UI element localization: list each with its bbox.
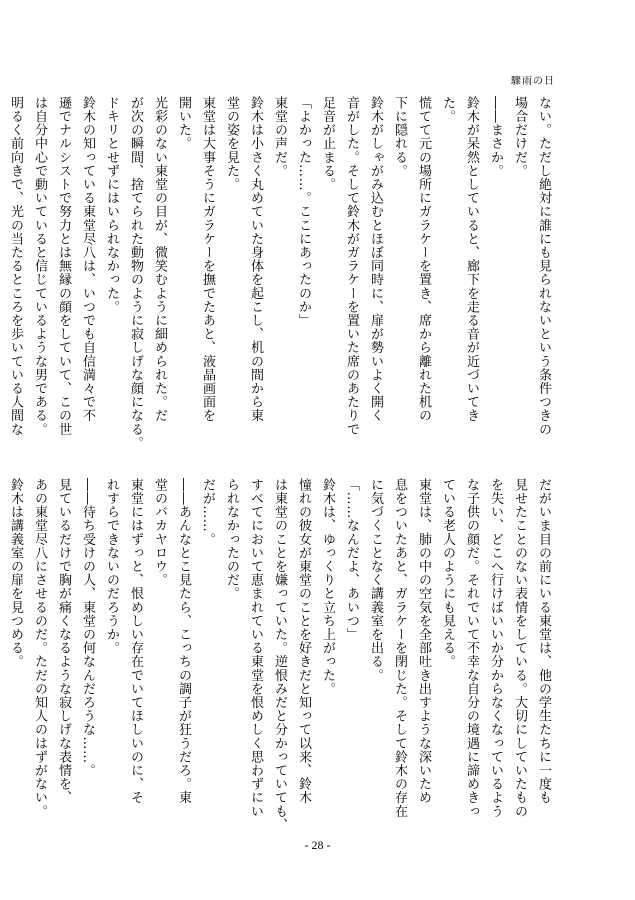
text-line: 場合だけだ。: [512, 96, 527, 178]
text-line: 息をついたあと、ガラケーを閉じた。そして鈴木の存在: [392, 478, 407, 818]
text-line: 鈴木は小さく丸めていた身体を起こし、机の間から東: [248, 96, 263, 423]
text-line: だがいま目の前にいる東堂は、他の学生たちに一度も: [536, 478, 551, 805]
text-line: 鈴木の知っている東堂尽八は、いつでも自信満々で不: [80, 96, 95, 423]
text-line: に気づくことなく講義室を出る。: [368, 478, 383, 682]
text-line: ない。ただし絶対に誰にも見られないという条件つきの: [536, 96, 551, 436]
text-line: ――まさか。: [488, 96, 503, 178]
text-line: 遜でナルシストで努力とは無縁の顔をしていて、この世: [56, 96, 71, 436]
text-line: れすらできないのだろうか。: [104, 478, 119, 655]
page-number: - 28 -: [304, 838, 331, 852]
text-line: 足音が止まる。: [320, 96, 335, 192]
text-block-top: [8, 96, 555, 454]
text-line: 堂のバカヤロウ。: [152, 478, 167, 587]
text-line: 明るく前向きで、光の当たるところを歩いている人間な: [8, 96, 23, 436]
text-line: は自分中心で動いていると信じているような男である。: [32, 96, 47, 436]
text-line: だが……。: [200, 478, 215, 546]
text-line: 鈴木がしゃがみ込むとほぼ同時に、扉が勢いよく開く: [368, 96, 383, 423]
text-line: 見せたことのない表情をしている。大切にしていたもの: [512, 478, 527, 818]
text-line: 鈴木は、ゆっくりと立ち上がった。: [320, 478, 335, 696]
text-line: 東堂は大事そうにガラケーを撫でたあと、液晶画面を: [200, 96, 215, 423]
text-line: 光彩のない東堂の目が、微笑むように細められた。だ: [152, 96, 167, 423]
text-line: 鈴木は講義室の扉を見つめる。: [8, 478, 23, 669]
running-head: 驟雨の日: [511, 76, 555, 87]
text-line: た。: [440, 96, 455, 124]
text-line: 慌てて元の場所にガラケーを置き、席から離れた机の: [416, 96, 431, 423]
text-line: ドキリとせずにはいられなかった。: [104, 96, 119, 314]
text-line: ている老人のようにも見える。: [440, 478, 455, 669]
text-line: ――あんなとこ見たら、こっちの調子が狂うだろ。東: [176, 478, 191, 805]
text-line: は東堂のことを嫌っていた。逆恨みだと分かっていても、: [272, 478, 287, 832]
text-line: を失い、どこへ行けばいいか分からなくなっているよう: [488, 478, 503, 818]
text-line: 下に隠れる。: [392, 96, 407, 178]
text-line: 憧れの彼女が東堂のことを好きだと知って以来、鈴木: [296, 478, 311, 805]
text-line: すべてにおいて恵まれている東堂を恨めしく思わずにい: [248, 478, 263, 818]
text-block-bottom: [8, 478, 555, 836]
text-line: あの東堂尽八にさせるのだ。ただの知人のはずがない。: [32, 478, 47, 818]
text-line: られなかったのだ。: [224, 478, 239, 601]
text-line: [0, 478, 3, 836]
text-line: 見ているだけで胸が痛くなるような寂しげな表情を、: [56, 478, 71, 805]
text-line: が次の瞬間、捨てられた動物のように寂しげな顔になる。: [128, 96, 143, 450]
text-line: 音がした。そして鈴木がガラケーを置いた席のあたりで: [344, 96, 359, 436]
text-line: 開いた。: [176, 96, 191, 151]
text-line: 「……なんだよ、あいつ」: [344, 478, 359, 642]
text-line: 東堂は、肺の中の空気を全部吐き出すような深いため: [416, 478, 431, 805]
text-line: 「よかった……。ここにあったのか」: [296, 96, 311, 328]
text-line: な子供の顔だ。それでいて不幸な自分の境遇に諦めきっ: [464, 478, 479, 818]
text-line: 堂の姿を見た。: [224, 96, 239, 192]
text-line: 鈴木が呆然としていると、廊下を走る音が近づいてき: [464, 96, 479, 423]
text-line: ――待ち受けの人、東堂の何なんだろうな……。: [80, 478, 95, 778]
text-line: 東堂の声だ。: [272, 96, 287, 178]
text-line: 東堂にはずっと、恨めしい存在でいてほしいのに、そ: [128, 478, 143, 805]
